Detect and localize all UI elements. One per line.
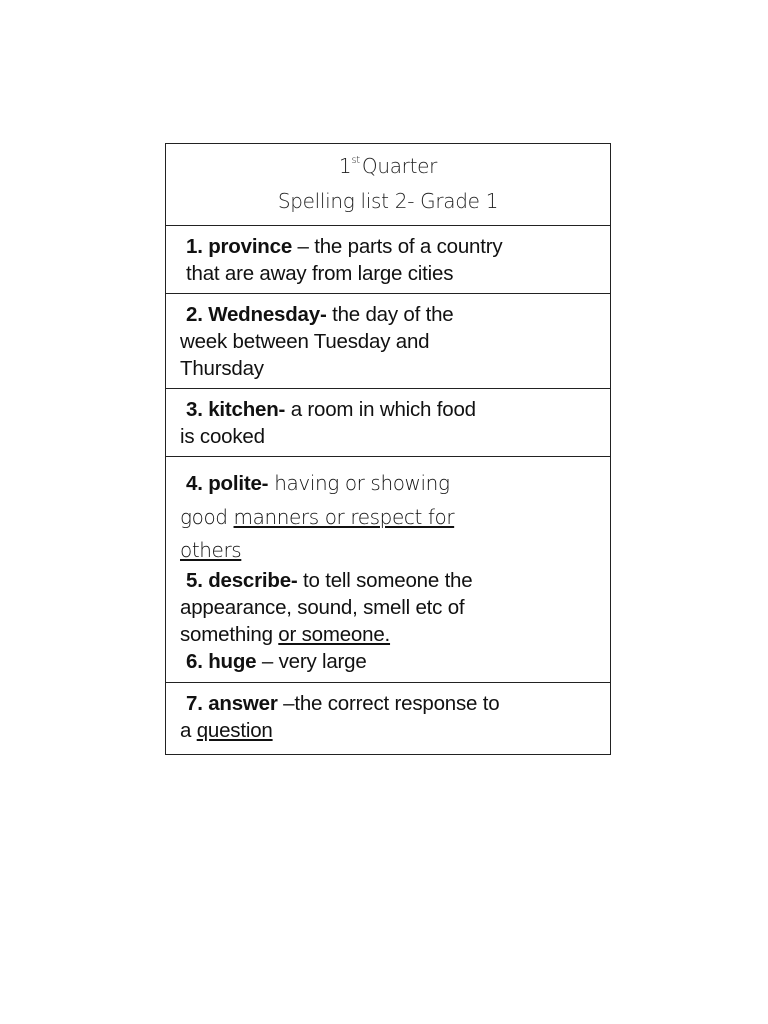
word-term: 7. answer: [186, 692, 278, 715]
list-subtitle: Spelling list 2- Grade 1: [277, 189, 499, 213]
word-definition: that are away from large cities: [186, 262, 454, 285]
word-row-answer: [166, 682, 610, 754]
word-row-province: [166, 225, 610, 293]
word-row-kitchen: [166, 388, 610, 456]
entry-line: [180, 621, 472, 648]
word-definition: appearance, sound, smell etc of: [180, 596, 465, 619]
word-term: 1. province: [186, 235, 293, 258]
word-term: 6. huge: [186, 650, 257, 673]
word-definition: Thursday: [180, 357, 264, 380]
word-term: 4. polite-: [186, 472, 269, 495]
entry-line: [186, 233, 502, 260]
word-term: 3. kitchen-: [186, 398, 286, 421]
table-header: [166, 144, 610, 225]
entry-line: [180, 648, 472, 675]
entry-line: [180, 396, 476, 423]
entry-line: [180, 690, 499, 717]
word-definition-underlined: others: [180, 538, 242, 562]
word-definition: to tell someone the: [297, 569, 473, 592]
spelling-list-table: [165, 143, 611, 755]
word-definition: good: [180, 505, 234, 529]
word-definition-underlined: manners or respect for: [233, 505, 455, 529]
quarter-word: Quarter: [361, 154, 438, 178]
entry-line: [180, 717, 499, 744]
quarter-title: [166, 154, 610, 178]
entry-line: [180, 567, 472, 594]
quarter-superscript: st: [351, 155, 360, 166]
word-definition-underlined: question: [196, 719, 273, 742]
entry-line: [180, 467, 472, 500]
word-definition: – the parts of a country: [292, 235, 503, 258]
word-definition: a: [180, 719, 197, 742]
word-definition: week between Tuesday and: [180, 330, 430, 353]
word-row-polite-describe-huge: [166, 456, 610, 682]
word-row-wednesday: [166, 293, 610, 388]
word-definition: having or showing: [268, 471, 450, 495]
word-definition: – very large: [256, 650, 367, 673]
word-definition: something: [180, 623, 279, 646]
word-definition: is cooked: [180, 425, 265, 448]
entry-line: [180, 301, 454, 328]
entry-line: [180, 500, 472, 534]
quarter-number: 1: [338, 154, 352, 178]
word-term: 5. describe-: [186, 569, 298, 592]
word-definition: a room in which food: [285, 398, 476, 421]
word-term: 2. Wednesday-: [186, 303, 327, 326]
word-definition: the day of the: [326, 303, 454, 326]
word-definition: –the correct response to: [277, 692, 500, 715]
word-definition-underlined: or someone.: [278, 623, 391, 646]
